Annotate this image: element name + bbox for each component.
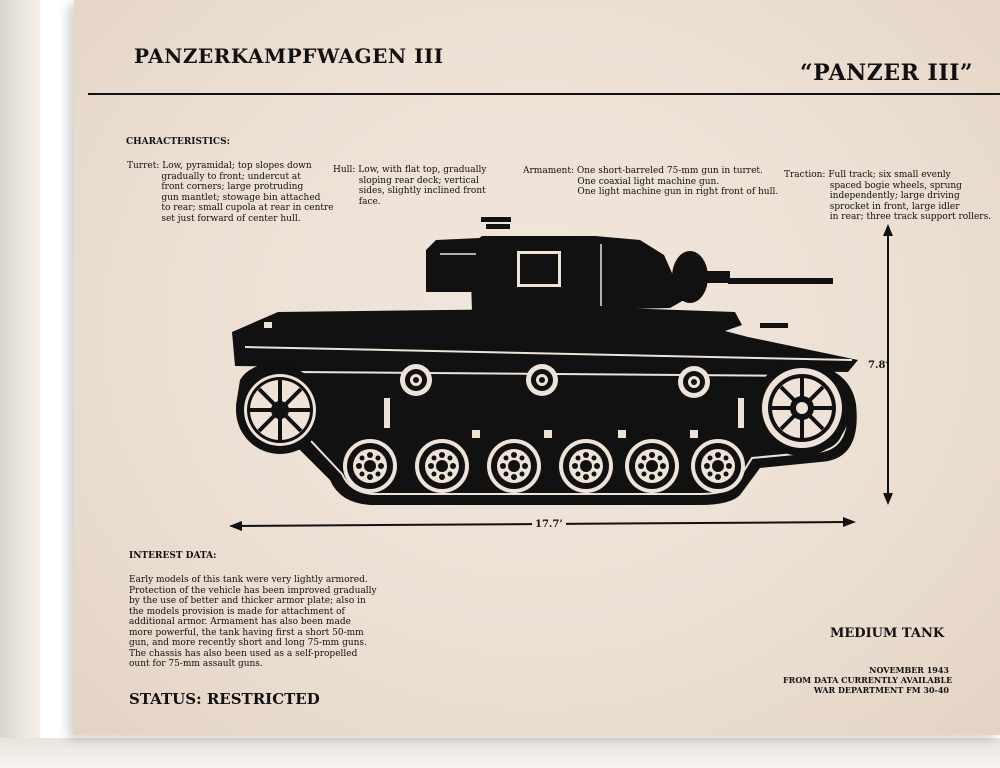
source-note: NOVEMBER 1943 FROM DATA CURRENTLY AVAILABLE WAR DEPARTMENT FM 30-40: [783, 665, 953, 695]
spec-traction: Traction: Full track; six small evenly spaced bogie wheels, sprung independently; large driving sprocket in front, large idler in rear; three track support rollers.: [784, 170, 992, 222]
tank-turret: [426, 217, 833, 312]
tank-classification: MEDIUM TANK: [830, 626, 945, 641]
characteristics-heading: CHARACTERISTICS:: [126, 137, 230, 147]
interest-heading: INTEREST DATA:: [129, 551, 217, 561]
length-dimension: 17.7’: [532, 519, 566, 530]
status-label: STATUS: RESTRICTED: [129, 690, 320, 708]
drive-sprocket: [754, 360, 850, 456]
height-dimension: 7.8’: [868, 360, 889, 371]
spec-armament: Armament: One short-barreled 75-mm gun in turret. One coaxial light machine gun. One light machine gun in right front of hull.: [523, 166, 779, 197]
idler-wheel: [236, 366, 324, 454]
interest-text: Early models of this tank were very lightly armored. Protection of the vehicle has been improved gradually by the use of better and thicker armor plate; also in the models provision is made for attachment of additional armor. Armament has also been made more powerful, the tank having first a short 50-mm gun, and more recently short and long 75-mm guns. The chassis has also been used as a self-propelled ount for 75-mm assault guns.: [129, 575, 377, 669]
spec-hull: Hull: Low, with flat top, gradually sloping rear deck; vertical sides, slightly inclined front face.: [333, 165, 487, 207]
spec-turret: Turret: Low, pyramidal; top slopes down gradually to front; undercut at front corners; large protruding gun mantlet; stowage bin attached to rear; small cupola at rear in centre set just forward of center hull.: [127, 161, 334, 224]
poster-title: PANZERKAMPFWAGEN III: [134, 44, 444, 68]
poster-nickname: “PANZER III”: [800, 60, 974, 86]
